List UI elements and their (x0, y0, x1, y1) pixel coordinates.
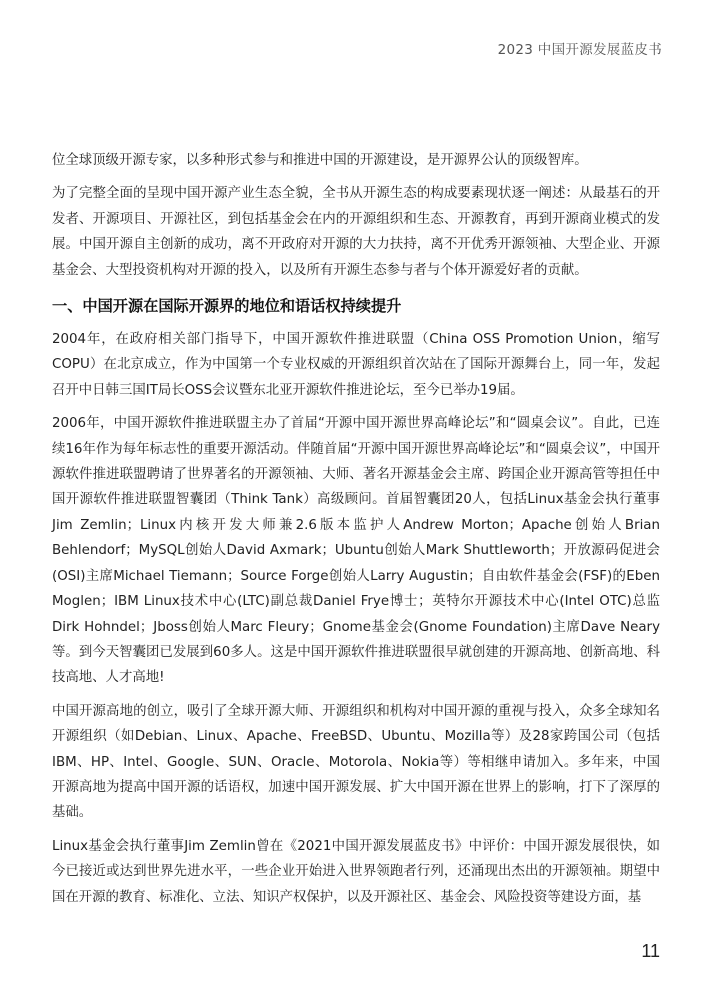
paragraph-summit-think-tank: 2006年，中国开源软件推进联盟主办了首届“开源中国开源世界高峰论坛”和“圆桌会议”。自此，已连续16年作为每年标志性的重要开源活动。伴随首届“开源中国开源世界高峰论坛”和“圆桌会议”，中国开源软件推进联盟聘请了世界著名的开源领袖、大师、著名开源基金会主席、跨国企业开源高管等担任中国开源软件推进联盟智囊团（Think Tank）高级顾问。首届智囊团20人，包括Linux基金会执行董事Jim Zemlin；Linux内核开发大师兼2.6版本监护人Andrew Morton；Apache创始人Brian Behlendorf；MySQL创始人David Axmark；Ubuntu创始人Mark Shuttleworth；开放源码促进会(OSI)主席Michael Tiemann；Source Forge创始人Larry Augustin；自由软件基金会(FSF)的Eben Moglen；IBM Linux技术中心(LTC)副总裁Daniel Frye博士；英特尔开源技术中心(Intel OTC)总监Dirk Hohndel；Jboss创始人Marc Fleury；Gnome基金会(Gnome Foundation)主席Dave Neary等。到今天智囊团已发展到60多人。这是中国开源软件推进联盟很早就创建的开源高地、创新高地、科技高地、人才高地! (52, 416, 660, 686)
section-heading: 一、中国开源在国际开源界的地位和语话权持续提升 (52, 297, 402, 316)
document-body (52, 148, 660, 918)
paragraph-overview: 为了完整全面的呈现中国开源产业生态全貌，全书从开源生态的构成要素现状逐一阐述：从最基石的开发者、开源项目、开源社区，到包括基金会在内的开源组织和生态、开源教育，再到开源商业模式的发展。中国开源自主创新的成功，离不开政府对开源的大力扶持，离不开优秀开源领袖、大型企业、开源基金会、大型投资机构对开源的投入，以及所有开源生态参与者与个体开源爱好者的贡献。 (52, 186, 660, 278)
paragraph-jim-zemlin-comment: Linux基金会执行董事Jim Zemlin曾在《2021中国开源发展蓝皮书》中评价：中国开源发展很快，如今已接近或达到世界先进水平，一些企业开始进入世界领跑者行列，还涌现出杰出的开源领袖。期望中国在开源的教育、标准化、立法、知识产权保护，以及开源社区、基金会、风险投资等建设方面，基 (52, 838, 660, 905)
paragraph-open-source-highland: 中国开源高地的创立，吸引了全球开源大师、开源组织和机构对中国开源的重视与投入，众多全球知名开源组织（如Debian、Linux、Apache、FreeBSD、Ubuntu、Mozilla等）及28家跨国公司（包括IBM、HP、Intel、Google、SUN、Oracle、Motorola、Nokia等）等相继申请加入。多年来，中国开源高地为提高中国开源的话语权，加速中国开源发展、扩大中国开源在世界上的影响，打下了深厚的基础。 (52, 703, 660, 821)
page-number: 11 (641, 941, 660, 961)
paragraph-continuation: 位全球顶级开源专家，以多种形式参与和推进中国的开源建设，是开源界公认的顶级智库。 (52, 153, 588, 168)
page-header-title: 2023 中国开源发展蓝皮书 (497, 42, 662, 58)
paragraph-copu-founding: 2004年，在政府相关部门指导下，中国开源软件推进联盟（China OSS Promotion Union，缩写COPU）在北京成立，作为中国第一个专业权威的开源组织首次站在了国际开源舞台上，同一年，发起召开中日韩三国IT局长OSS会议暨东北亚开源软件推进论坛，至今已举办19届。 (52, 332, 660, 398)
